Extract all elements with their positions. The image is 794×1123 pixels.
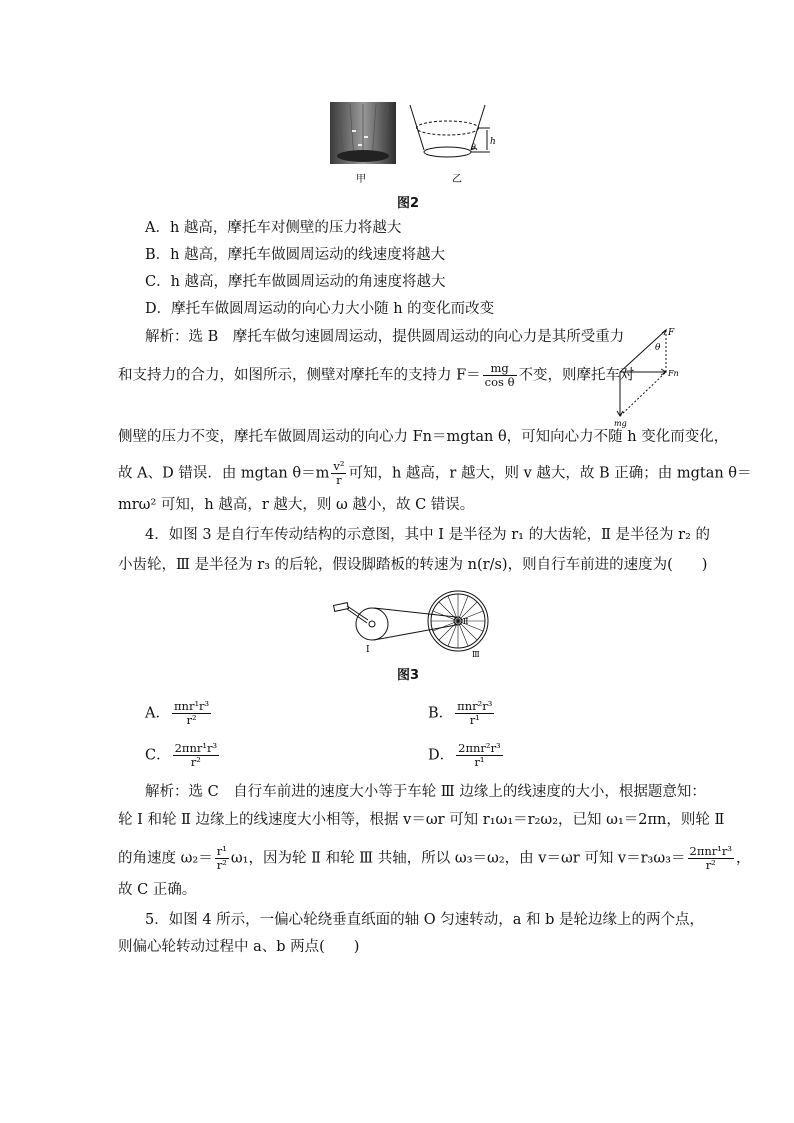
label-wheel-3: Ⅲ [472, 650, 480, 658]
q3-solution-line-2: 和支持力的合力，如图所示，侧壁对摩托车的支持力 F＝ $\frac{mg}{\text{cos θ}}$ 不变，则摩托车对 [118, 361, 635, 389]
q4-stem-line-1: 4．如图 3 是自行车传动结构的示意图，其中 Ⅰ 是半径为 r₁ 的大齿轮，Ⅱ 是半径为 r₂ 的 [145, 527, 711, 543]
figure-3-caption: 图3 [397, 668, 420, 683]
wheel-spokes [431, 594, 485, 648]
q3-option-b: B．h 越高，摩托车做圆周运动的线速度将越大 [145, 247, 446, 263]
fraction-mg-over-cos: $\frac{mg}{\text{cos θ}}$ [484, 361, 515, 389]
q4-solution-line-3: 的角速度 ω₂＝ $\frac{\text{r¹}}{\text{r²}}$ ω₁，因为轮 Ⅱ 和轮 Ⅲ 共轴，所以 ω₃＝ω₂，由 v＝ωr 可知 v＝r₃ω₃＝ $\frac{\text{2πnr¹r³}}{\text{r²}}$ ， [118, 844, 751, 872]
figure-2-caption: 图2 [397, 196, 420, 211]
force-diagram [610, 326, 690, 430]
label-h: h [490, 137, 496, 147]
q4-solution-line-2: 轮 Ⅰ 和轮 Ⅱ 边缘上的线速度大小相等，根据 v＝ωr 可知 r₁ω₁＝r₂ω₂，已知 ω₁＝2πn，则轮 Ⅱ [118, 812, 725, 828]
q3-solution-line-3: 侧壁的压力不变，摩托车做圆周运动的向心力 Fn＝mgtan θ，可知向心力不随 h 变化而变化， [118, 429, 729, 445]
cone-diagram [410, 105, 490, 157]
q3-solution-line-4: 故 A、D 错误．由 mgtan θ＝m $\frac{\text{v²}}{r}$ 可知，h 越高，r 越大，则 v 越大，故 B 正确；由 mgtan θ＝ [118, 459, 752, 487]
q3-option-c: C．h 越高，摩托车做圆周运动的角速度将越大 [145, 274, 446, 290]
q3-solution-line-1: 解析：选 B 摩托车做匀速圆周运动，提供圆周运动的向心力是其所受重力 [145, 329, 625, 345]
q4-option-d: D． $\frac{\text{2πnr²r³}}{\text{r¹}}$ [428, 741, 501, 769]
force-label-Fn: Fn [668, 369, 679, 378]
figure-2 [330, 100, 500, 185]
q4-stem-line-2: 小齿轮，Ⅲ 是半径为 r₃ 的后轮，假设脚踏板的转速为 n(r/s)，则自行车前进的速度为( ) [118, 557, 708, 573]
q4-option-a: A． $\frac{\text{πnr¹r³}}{\text{r²}}$ [145, 699, 210, 727]
q4-solution-line-4: 故 C 正确。 [118, 882, 197, 898]
subfig-label-left: 甲 [356, 174, 366, 185]
q5-stem-line-1: 5．如图 4 所示，一偏心轮绕垂直纸面的轴 O 匀速转动，a 和 b 是轮边缘上的两个点， [145, 912, 705, 928]
force-label-mg: mg [614, 419, 627, 428]
figure-3-drawing [330, 578, 490, 658]
label-theta: θ [471, 143, 476, 152]
force-label-F: F [668, 328, 675, 338]
q4-option-b: B． $\frac{\text{πnr²r³}}{\text{r¹}}$ [428, 699, 493, 727]
q4-solution-line-1: 解析：选 C 自行车前进的速度大小等于车轮 Ⅲ 边缘上的线速度的大小，根据题意知： [145, 784, 706, 800]
label-gear-1: Ⅰ [366, 645, 370, 655]
fraction-v2-over-r: $\frac{\text{v²}}{r}$ [333, 459, 345, 487]
figure-3 [330, 578, 490, 658]
q3-option-a: A．h 越高，摩托车对侧壁的压力将越大 [145, 220, 402, 236]
force-label-theta: θ [655, 343, 661, 353]
q3-solution-line-5: mrω² 可知，h 越高，r 越大，则 ω 越小，故 C 错误。 [118, 497, 475, 513]
figure-2-drawing [330, 100, 500, 185]
label-gear-2: Ⅱ [463, 617, 469, 626]
subfig-label-right: 乙 [452, 174, 462, 185]
force-diagram-drawing [610, 326, 690, 430]
q5-stem-line-2: 则偏心轮转动过程中 a、b 两点( ) [118, 939, 360, 955]
q4-option-c: C． $\frac{\text{2πnr¹r³}}{\text{r²}}$ [145, 741, 218, 769]
q3-option-d: D．摩托车做圆周运动的向心力大小随 h 的变化而改变 [145, 301, 495, 317]
